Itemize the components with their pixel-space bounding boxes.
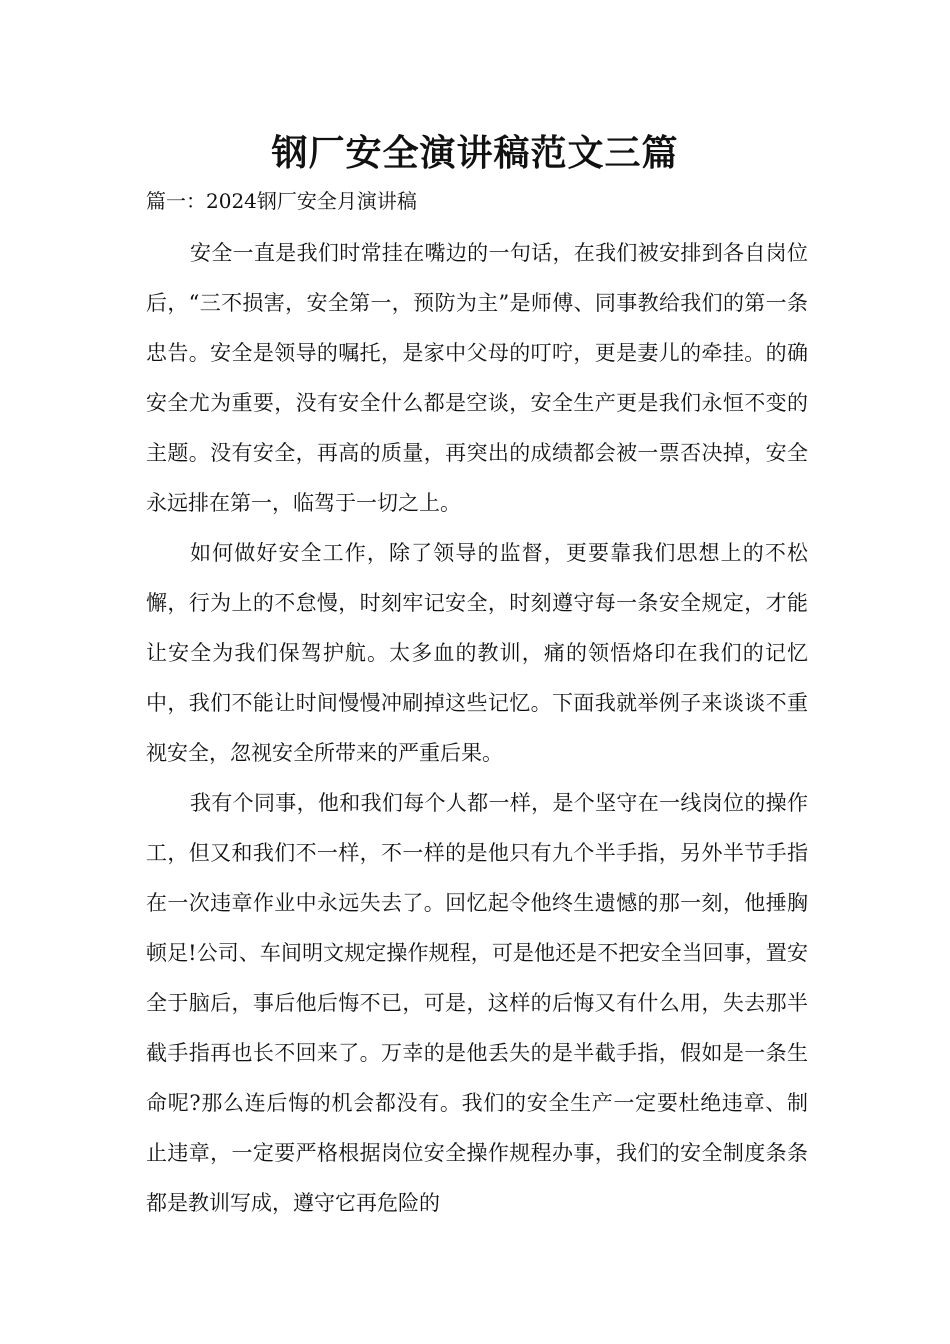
section-heading: 篇一：2024钢厂安全月演讲稿 <box>146 189 417 213</box>
paragraph-3: 我有个同事，他和我们每个人都一样，是个坚守在一线岗位的操作工，但又和我们不一样，不一样的是他只有九个半手指，另外半节手指在一次违章作业中永远失去了。回忆起令他终生遗憾的那一刻，他捶胸顿足!公司、车间明文规定操作规程，可是他还是不把安全当回事，置安全于脑后，事后他后悔不已，可是，这样的后悔又有什么用，失去那半截手指再也长不回来了。万幸的是他丢失的是半截手指，假如是一条生命呢?那么连后悔的机会都没有。我们的安全生产一定要杜绝违章、制止违章，一定要严格根据岗位安全操作规程办事，我们的安全制度条条都是教训写成，遵守它再危险的 <box>146 791 808 1215</box>
paragraph-2: 如何做好安全工作，除了领导的监督，更要靠我们思想上的不松懈，行为上的不怠慢，时刻牢记安全，时刻遵守每一条安全规定，才能让安全为我们保驾护航。太多血的教训，痛的领悟烙印在我们的记忆中，我们不能让时间慢慢冲刷掉这些记忆。下面我就举例子来谈谈不重视安全，忽视安全所带来的严重后果。 <box>146 541 808 765</box>
document-title: 钢厂安全演讲稿范文三篇 <box>271 133 679 174</box>
paragraph-1: 安全一直是我们时常挂在嘴边的一句话，在我们被安排到各自岗位后，“三不损害，安全第一，预防为主”是师傅、同事教给我们的第一条忠告。安全是领导的嘱托，是家中父母的叮咛，更是妻儿的牵挂。的确安全尤为重要，没有安全什么都是空谈，安全生产更是我们永恒不变的主题。没有安全，再高的质量，再突出的成绩都会被一票否决掉，安全永远排在第一，临驾于一切之上。 <box>146 241 808 515</box>
document-body <box>146 228 808 1228</box>
